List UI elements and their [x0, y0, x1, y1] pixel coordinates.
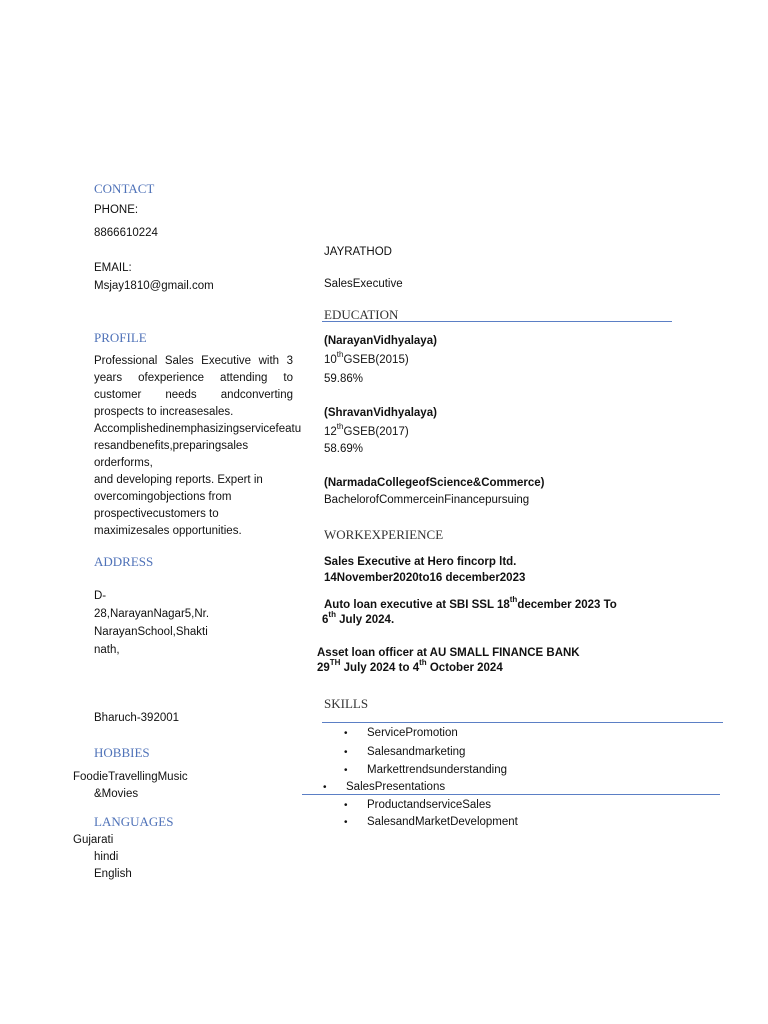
job1-dates: 14November2020to16 december2023 — [324, 572, 526, 584]
work-heading: WORKEXPERIENCE — [324, 527, 444, 542]
edu-school-1: (NarayanVidhyalaya) — [324, 335, 437, 347]
hobbies-line-2: &Movies — [94, 788, 139, 800]
phone-label: PHONE: — [94, 204, 139, 216]
language-item: hindi — [94, 851, 119, 863]
address-line: NarayanSchool,Shakti — [94, 626, 208, 638]
education-divider — [322, 321, 672, 322]
profile-line: resandbenefits,preparingsales — [94, 440, 249, 452]
skill-item: SalesPresentations — [346, 781, 446, 793]
address-block — [94, 587, 209, 659]
job3-title: Asset loan officer at AU SMALL FINANCE BANK — [317, 647, 580, 659]
address-line: nath, — [94, 644, 120, 656]
phone-value: 8866610224 — [94, 227, 158, 239]
skills-divider-2 — [302, 794, 720, 795]
hobbies-line-1: FoodieTravellingMusic — [73, 771, 188, 783]
language-item: English — [94, 868, 132, 880]
profile-line: and developing reports. Expert in — [94, 474, 263, 486]
email-label: EMAIL: — [94, 262, 132, 274]
languages-heading: LANGUAGES — [94, 814, 174, 829]
profile-line: overcomingobjections from — [94, 491, 232, 503]
candidate-name: JAYRATHOD — [324, 246, 392, 258]
address-line: D- — [94, 590, 107, 602]
contact-heading: CONTACT — [94, 181, 155, 196]
skill-item: ServicePromotion — [367, 727, 458, 739]
profile-line: prospectivecustomers to — [94, 508, 219, 520]
job2-line-2: 6th July 2024. — [322, 610, 395, 626]
edu-school-3: (NarmadaCollegeofScience&Commerce) — [324, 477, 545, 489]
hobbies-heading: HOBBIES — [94, 745, 150, 760]
edu-score-1: 59.86% — [324, 373, 364, 385]
edu-school-2: (ShravanVidhyalaya) — [324, 407, 437, 419]
address-heading: ADDRESS — [94, 554, 154, 569]
skills-divider — [322, 722, 723, 723]
bullet-icon: • — [344, 747, 348, 758]
skill-item: Salesandmarketing — [367, 746, 466, 758]
skill-item: Markettrendsunderstanding — [367, 764, 507, 776]
job2-line-1: Auto loan executive at SBI SSL 18thdecember 2023 To — [324, 595, 617, 611]
profile-line: maximizesales opportunities. — [94, 525, 242, 537]
bullet-icon: • — [344, 800, 348, 811]
bullet-icon: • — [344, 765, 348, 776]
bullet-icon: • — [344, 817, 348, 828]
edu-score-2: 58.69% — [324, 443, 364, 455]
edu-grade-2: 12thGSEB(2017) — [324, 422, 409, 438]
profile-line: orderforms, — [94, 457, 153, 469]
skill-item: ProductandserviceSales — [367, 799, 492, 811]
bullet-icon: • — [323, 782, 327, 793]
language-item: Gujarati — [73, 834, 114, 846]
skill-item: SalesandMarketDevelopment — [367, 816, 518, 828]
job1-title: Sales Executive at Hero fincorp ltd. — [324, 556, 517, 568]
address-city: Bharuch-392001 — [94, 712, 180, 724]
edu-grade-1: 10thGSEB(2015) — [324, 350, 409, 366]
profile-line: Professional Sales Executive with 3 — [94, 355, 293, 367]
bullet-icon: • — [344, 728, 348, 739]
profile-heading: PROFILE — [94, 330, 147, 345]
address-line: 28,NarayanNagar5,Nr. — [94, 608, 210, 620]
email-value[interactable]: Msjay1810@gmail.com — [94, 280, 214, 292]
candidate-title: SalesExecutive — [324, 278, 403, 290]
profile-line: customer needs andconverting — [94, 389, 293, 401]
skills-heading: SKILLS — [324, 696, 369, 711]
edu-detail-3: BachelorofCommerceinFinancepursuing — [324, 494, 530, 506]
profile-line: Accomplishedinemphasizingservicefeatu — [94, 423, 302, 435]
education-heading: EDUCATION — [324, 307, 399, 322]
profile-line: years ofexperience attending to — [94, 372, 293, 384]
profile-text — [94, 353, 302, 540]
profile-line: prospects to increasesales. — [94, 406, 234, 418]
job3-dates: 29TH July 2024 to 4th October 2024 — [317, 658, 503, 674]
